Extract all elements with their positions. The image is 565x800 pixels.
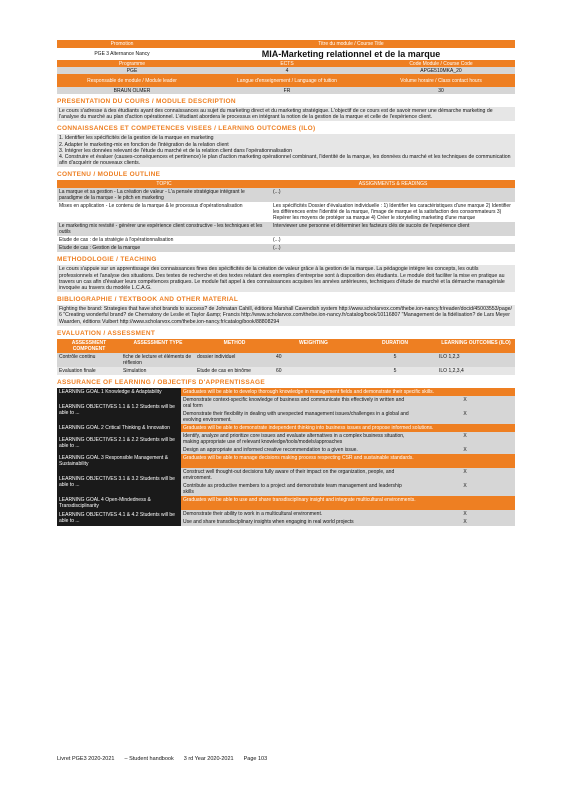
- objective-mark: X: [415, 468, 515, 482]
- eval-head: ASSESSMENT TYPE: [133, 339, 183, 346]
- eval-cell: Contrôle continu: [59, 353, 96, 360]
- eval-cell: Evaluation finale: [59, 367, 96, 374]
- ilo-item: 1. Identifier les spécificités de la gestion de la marque en marketing: [59, 135, 214, 142]
- section-title: METHODOLOGIE / TEACHING: [57, 256, 157, 264]
- ilo-item: 4. Construire et évaluer (causes-conséquences et pertinence) le plan d'action marketing opérationnel combinant, l'identité de la marque, les données du marché et les techniques de communication afin d'acquérir de nouveaux clients.: [59, 154, 511, 167]
- header-label: Code Module / Course Code: [409, 61, 473, 67]
- module-leader-value: BRAUN OLMER: [113, 88, 151, 94]
- ilo-list: [57, 134, 515, 167]
- content-assignment: (...): [273, 189, 281, 196]
- objective-item: Identify, analyze and prioritize core issues and evaluate alternatives in a complex business situation, making appropriate use of relevant knowledge/tools/models/approaches: [181, 432, 415, 446]
- learning-goal: LEARNING GOAL 2 Critical Thinking & Innovation: [57, 424, 181, 432]
- objective-item: Demonstrate their ability to work in a multicultural environment.: [181, 510, 415, 518]
- eval-head: DURATION: [381, 339, 408, 346]
- course-title: MIA-Marketing relationnel et de la marque: [261, 49, 441, 59]
- eval-cell: Simulation: [123, 367, 147, 374]
- assurance-table: [57, 388, 515, 526]
- content-assignment: (...): [273, 245, 281, 252]
- objective-item: Contribute as productive members to a project and demonstrate team management and leadership skills: [181, 482, 415, 496]
- eval-cell: 5: [393, 353, 397, 360]
- eval-cell: 5: [393, 367, 397, 374]
- hours-value: 30: [438, 88, 444, 94]
- content-head: TOPIC: [156, 181, 172, 188]
- content-assignment: Les spécificités Dossier d'évaluation individuelle : 1) Identifier les caractéristiques d'une marque 2) Identifier les différences entre l'identité de la marque, l'image de marque et la satisfaction des consommateurs 3) Repérer les moyens de protéger sa marque 4) Créer le storytelling marketing d'une marque: [273, 203, 511, 222]
- objective-item: Use and share transdisciplinary insights when engaging in real world projects: [181, 518, 415, 526]
- header-label: Promotion: [110, 41, 134, 47]
- content-topic: Mises en application - Le contenu de la marque & le processus d'opérationalisation: [59, 203, 243, 210]
- footer-text: 3 rd Year 2020-2021: [183, 756, 234, 762]
- content-table: [57, 180, 515, 252]
- footer-text: Livret PGE3 2020-2021: [57, 756, 115, 762]
- header-label: Langue d'enseignement / Language of tuition: [237, 77, 337, 84]
- bibliography-text: Fighting the brand: Strategies that have shot brands to success? de Johnatan Cahill, éditions Marshall Cavendish system http://www.scholarvox.com/thebe.ion-nancy.fr/reader/docid/45003553/page/6 "Creating wonderful brand? de Chernatony de Leslie et Taylor &amp; Francis http://www.scholarvox.com/thebe.ion-nancy.fr/catalog/book/10116807 "Management de la fidélisation? de Lars Meyer Waarden, éditions Vuibert http://www.scholarvox.com/thebe.ion-nancy.fr/catalog/book/88808294: [57, 305, 515, 326]
- ilo-item: 2. Adapter le marketing-mix en fonction de l'intégration de la relation client: [59, 141, 229, 148]
- section-title: PRESENTATION DU COURS / MODULE DESCRIPTION: [57, 98, 236, 105]
- learning-goal: LEARNING GOAL 3 Responsible Management & Sustainability: [57, 454, 181, 468]
- ilo-item: 3. Intégrer les données relevant de l'étude du marché et de la relation client dans l'opérationnalisation: [59, 147, 292, 154]
- content-topic: La marque et sa gestion - La création de valeur - L'a pensée stratégique intégrant le paradigme de la marque - le pitch en marketing: [59, 189, 245, 202]
- promotion-value: PGE 3 Alternance Nancy: [94, 51, 150, 57]
- header-label: Volume horaire / Class contact hours: [400, 77, 482, 84]
- learning-goal: LEARNING GOAL 4 Open-Mindedness & Transdisciplinarity: [57, 496, 181, 510]
- section-title: CONTENU / MODULE OUTLINE: [57, 171, 161, 179]
- language-value: FR: [283, 88, 291, 94]
- eval-head: WEIGHTING: [299, 339, 328, 346]
- learning-objectives: LEARNING OBJECTIVES 2.1 & 2.2 Students will be able to ...: [57, 432, 181, 454]
- eval-cell: dossier individuel: [197, 353, 236, 360]
- page: [57, 40, 515, 526]
- methodology-text: Le cours s'appuie sur un apprentissage des connaissances fines des spécificités de la création de valeur grâce à la gestion de la marque. La pédagogie intègre les concepts, les outils professionnels et l'analyse des situations. Des textes de recherche et des textes relatant des exemples d'entreprise sont à disposition des étudiants. Le module doit faciliter la mise en pratique au travers un cas afin d'évaluer leurs compétences pratiques. Le module fait appel à des connaissances acquises les années antérieures, techniques d'étude de marché et la démarche managériale invoquée au travers du modèle L.C.A.G.: [57, 265, 515, 292]
- learning-goal: LEARNING GOAL 1 Knowledge & Adaptability: [57, 388, 181, 396]
- objective-mark: X: [415, 510, 515, 518]
- objective-item: Demonstrate context-specific knowledge of business and communicate this effectively in written and oral form: [181, 396, 415, 410]
- page-number: Page 103: [243, 756, 268, 762]
- objective-item: Design an appropriate and informed creative recommendation to a given issue.: [181, 446, 415, 454]
- eval-cell: Etude de cas en binôme: [197, 367, 251, 374]
- objective-mark: X: [415, 432, 515, 446]
- objective-item: Demonstrate their flexibility in dealing with unexpected management issues/challenges in a global and evolving environment.: [181, 410, 415, 424]
- learning-goal-desc: Graduates will be able to demonstrate independent thinking into business issues and propose informed solutions.: [181, 424, 515, 432]
- learning-objectives: LEARNING OBJECTIVES 1.1 & 1.2 Students will be able to ...: [57, 396, 181, 424]
- eval-cell: 40: [276, 353, 282, 360]
- learning-objectives: LEARNING OBJECTIVES 4.1 & 4.2 Students will be able to ...: [57, 510, 181, 526]
- eval-cell: 60: [276, 367, 282, 374]
- page-footer: [57, 756, 267, 762]
- header-label: Titre du module / Course Title: [318, 41, 384, 47]
- header-label: Responsable de module / Module leader: [87, 77, 177, 84]
- header-label: Programme: [118, 61, 146, 67]
- learning-goal-desc: Graduates will be able to develop thorough knowledge in management fields and demonstrate their specific skills.: [181, 388, 515, 396]
- section-title: EVALUATION / ASSESSMENT: [57, 329, 156, 337]
- content-topic: Etude de cas : de la stratégie à l'opérationnalisation: [59, 237, 174, 244]
- learning-goal-desc: Graduates will be able to use and share transdisciplinary insight and integrate multicultural environments.: [181, 496, 515, 510]
- section-title: BIBLIOGRAPHIE / TEXTBOOK AND OTHER MATERIAL: [57, 296, 239, 304]
- eval-head: LEARNING OUTCOMES (ILO): [441, 339, 511, 346]
- content-topic: Etude de cas : Gestion de la marque: [59, 245, 141, 252]
- footer-text: – Student handbook: [124, 756, 174, 762]
- content-topic: Le marketing mix revisité - générer une expérience client constructive - les techniques et les outils: [59, 223, 263, 236]
- eval-cell: fiche de lecture et éléments de réflexion: [123, 353, 192, 366]
- programme-value: PGE: [126, 68, 138, 74]
- section-title: CONNAISSANCES ET COMPETENCES VISEES / LEARNING OUTCOMES (ILO): [57, 125, 316, 133]
- eval-cell: ILO 1,2,3,4: [439, 367, 464, 374]
- header-table: [57, 40, 515, 94]
- eval-head: METHOD: [223, 339, 246, 346]
- presentation-text: Le cours s'adresse à des étudiants ayant des connaissances au sujet du marketing direct et du marketing stratégique. L'objectif de ce cours est de savoir mener une démarche marketing de l'analyse du marché au plan d'action opérationnel. L'étudiant abordera le processus en intégrant la notion de la gestion de la marque et celle de l'expérience client.: [57, 107, 515, 121]
- objective-mark: X: [415, 482, 515, 496]
- content-assignment: (...): [273, 237, 281, 244]
- course-code-value: APGE510MKA_20: [420, 68, 462, 74]
- header-label: ECTS: [280, 61, 294, 67]
- ects-value: 4: [285, 68, 289, 74]
- learning-objectives: LEARNING OBJECTIVES 3.1 & 3.2 Students will be able to ...: [57, 468, 181, 496]
- content-head: ASSIGNMENTS & READINGS: [358, 181, 428, 188]
- objective-item: Construct well thought-out decisions fully aware of their impact on the organization, people, and environment.: [181, 468, 415, 482]
- evaluation-table: [57, 339, 515, 375]
- objective-mark: X: [415, 396, 515, 410]
- objective-mark: X: [415, 446, 515, 454]
- eval-head: ASSESSMENT COMPONENT: [71, 339, 107, 352]
- section-title: ASSURANCE OF LEARNING / OBJECTIFS D'APPRENTISSAGE: [57, 378, 266, 386]
- learning-goal-desc: Graduates will be able to manage decisions making process respecting CSR and sustainable standards.: [181, 454, 515, 468]
- objective-mark: X: [415, 410, 515, 424]
- content-assignment: Interviewer une personne et déterminer les facteurs clés de succès de l'expérience client: [273, 223, 470, 230]
- eval-cell: ILO 1,2,3: [439, 353, 460, 360]
- objective-mark: X: [415, 518, 515, 526]
